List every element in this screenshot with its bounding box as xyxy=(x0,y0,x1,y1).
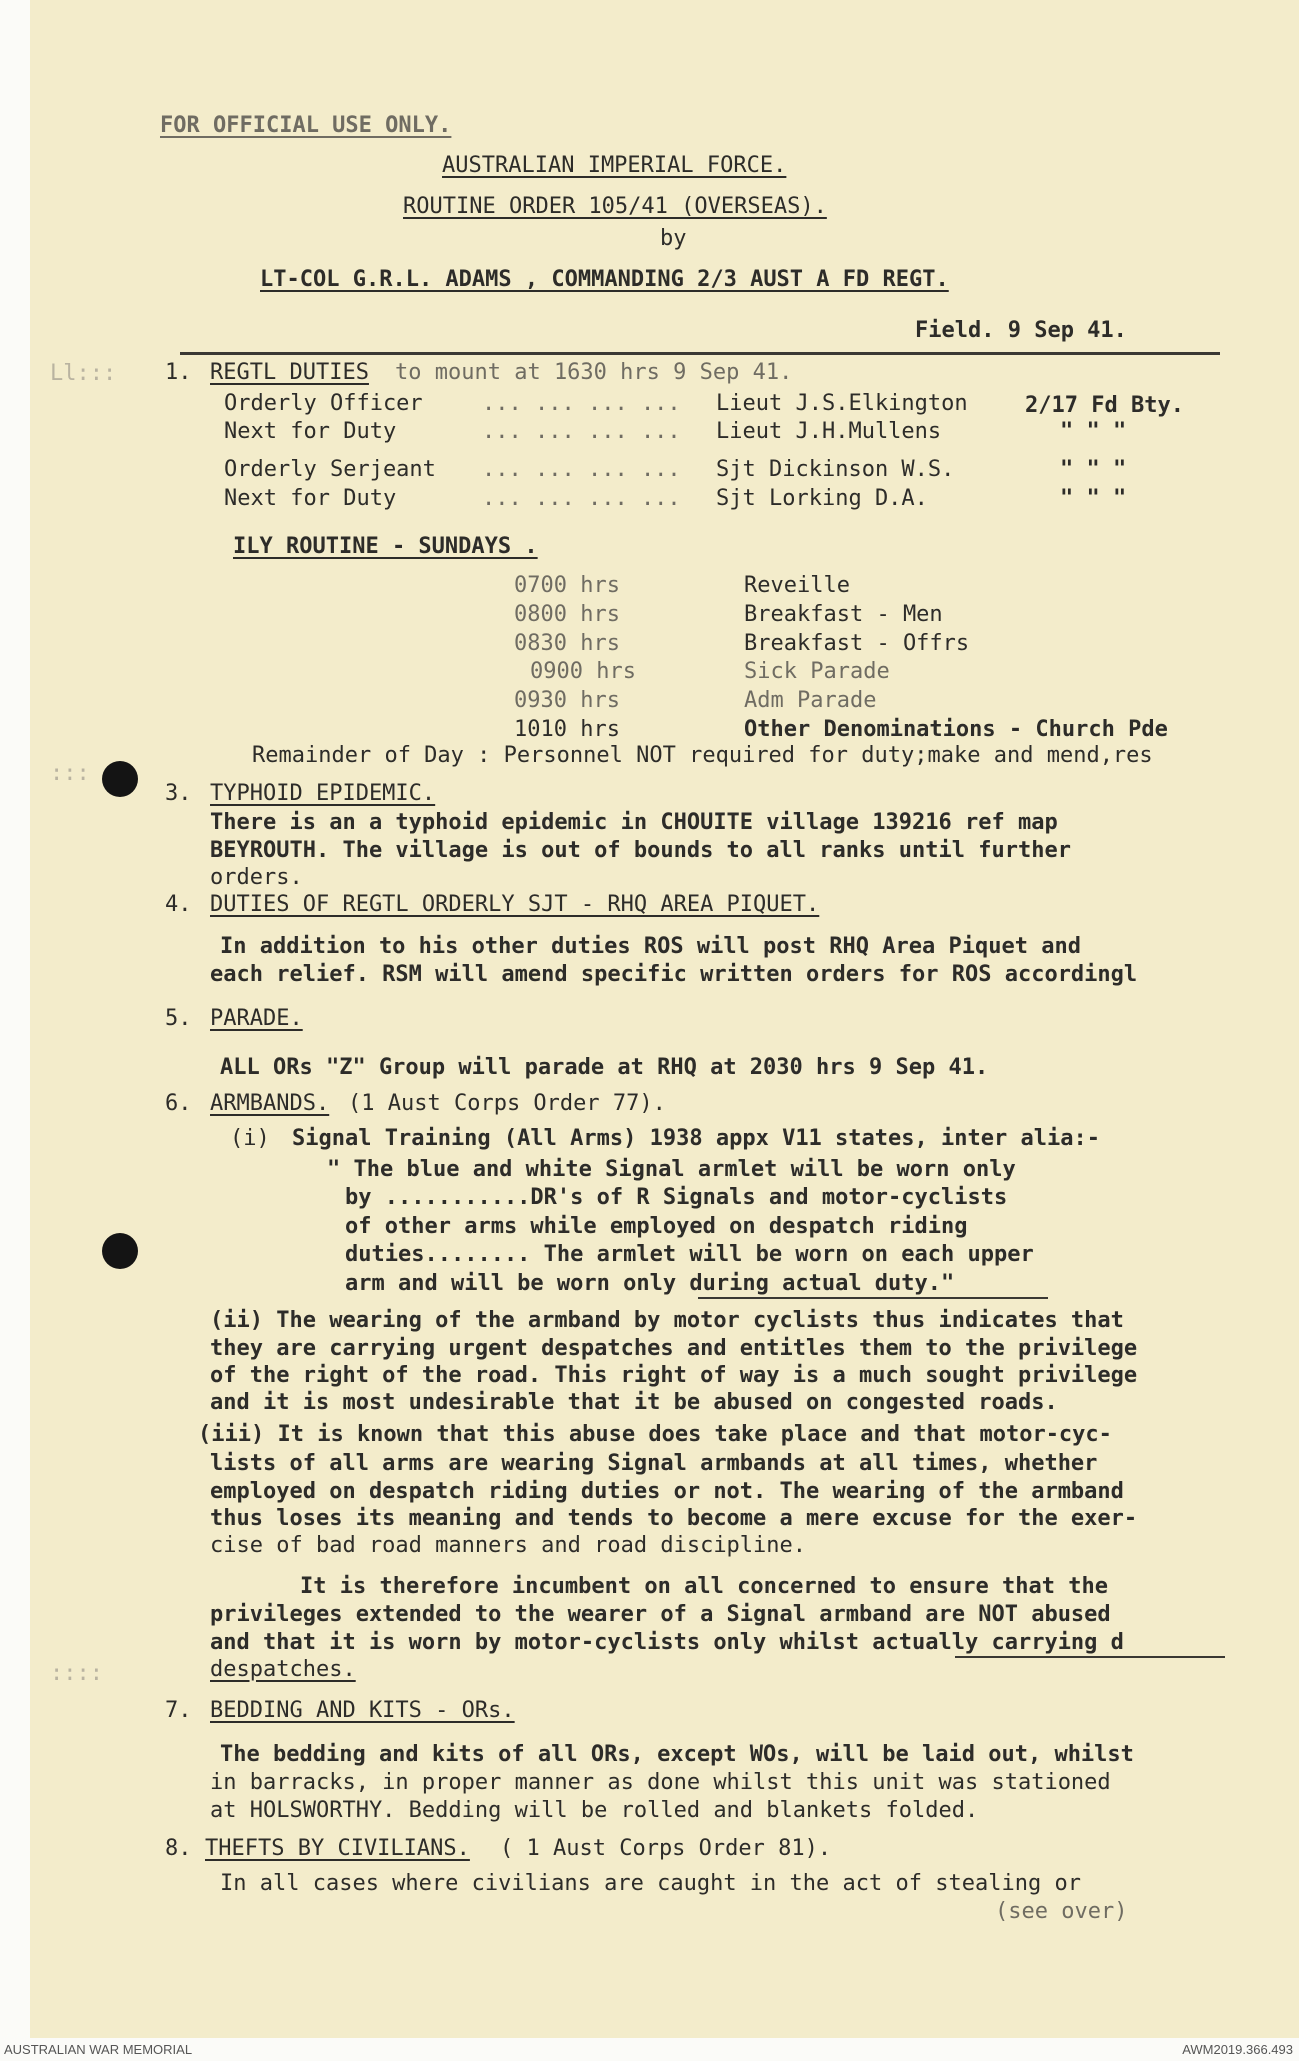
duty-unit: 2/17 Fd Bty. xyxy=(1025,393,1184,418)
section-7-line: The bedding and kits of all ORs, except WOs, will be laid out, whilst xyxy=(220,1742,1134,1767)
duty-name: Sjt Lorking D.A. xyxy=(716,486,928,511)
section-7-title: BEDDING AND KITS - ORs. xyxy=(210,1698,515,1723)
schedule-event: Other Denominations - Church Pde xyxy=(744,717,1168,742)
duty-unit: " " " xyxy=(1060,457,1127,482)
duty-dots: ... ... ... ... xyxy=(482,391,681,416)
schedule-time: 0800 hrs xyxy=(514,602,620,627)
schedule-event: Sick Parade xyxy=(744,659,890,684)
section-1-title: REGTL DUTIES xyxy=(210,360,369,385)
section-1-title-rest: to mount at 1630 hrs 9 Sep 41. xyxy=(395,360,793,385)
duty-unit: " " " xyxy=(1060,486,1127,511)
quote-line: of other arms while employed on despatch riding xyxy=(345,1214,968,1239)
duty-dots: ... ... ... ... xyxy=(482,457,681,482)
section-3-line: BEYROUTH. The village is out of bounds to all ranks until further xyxy=(210,838,1071,863)
punch-hole-top xyxy=(102,761,138,797)
sub-item-label: (i) xyxy=(230,1126,270,1151)
margin-bleed-mark: Ll::: xyxy=(50,361,117,386)
force-heading: AUSTRALIAN IMPERIAL FORCE. xyxy=(442,153,787,178)
section-7-number: 7. xyxy=(165,1698,192,1723)
section-7-line: at HOLSWORTHY. Bedding will be rolled and blankets folded. xyxy=(210,1798,979,1823)
margin-bleed-mark: ::: xyxy=(50,761,90,786)
section-5-number: 5. xyxy=(165,1006,192,1031)
section-3-title: TYPHOID EPIDEMIC. xyxy=(210,781,436,806)
section-5-line: ALL ORs "Z" Group will parade at RHQ at 2030 hrs 9 Sep 41. xyxy=(220,1055,989,1080)
paragraph-iii-line: (iii) It is known that this abuse does take place and that motor-cyc- xyxy=(198,1422,1112,1447)
section-3-line: orders. xyxy=(210,865,303,890)
paragraph-iii-line: employed on despatch riding duties or not. The wearing of the armband xyxy=(210,1479,1124,1504)
section-5-title: PARADE. xyxy=(210,1006,303,1031)
paragraph-ii-line: they are carrying urgent despatches and entitles them to the privilege xyxy=(210,1336,1138,1361)
archive-footer xyxy=(0,2038,1299,2061)
section-6-title: ARMBANDS. xyxy=(210,1091,330,1116)
schedule-event: Breakfast - Offrs xyxy=(744,631,970,656)
remainder-of-day: Remainder of Day : Personnel NOT required for duty;make and mend,res xyxy=(252,743,1153,768)
quote-line: arm and will be worn only during actual duty." xyxy=(345,1271,955,1296)
section-4-line: each relief. RSM will amend specific written orders for ROS accordingl xyxy=(210,962,1138,987)
duty-role: Orderly Officer xyxy=(224,391,423,416)
closing-line: despatches. xyxy=(210,1657,356,1682)
paragraph-ii-line: (ii) The wearing of the armband by motor cyclists thus indicates that xyxy=(210,1308,1124,1333)
section-4-number: 4. xyxy=(165,892,192,917)
duty-role: Next for Duty xyxy=(224,486,397,511)
duty-name: Lieut J.S.Elkington xyxy=(716,391,968,416)
schedule-time: 0900 hrs xyxy=(530,659,636,684)
section-4-line: In addition to his other duties ROS will post RHQ Area Piquet and xyxy=(220,934,1081,959)
header-rule xyxy=(180,352,1220,355)
duty-unit: " " " xyxy=(1060,419,1127,444)
duty-role: Next for Duty xyxy=(224,419,397,444)
stamp-line: FOR OFFICIAL USE ONLY. xyxy=(160,113,452,138)
sub-item-intro: Signal Training (All Arms) 1938 appx V11 states, inter alia:- xyxy=(292,1126,1100,1151)
paragraph-iii-line: cise of bad road manners and road discipline. xyxy=(210,1533,807,1558)
underline-actually-carrying xyxy=(955,1656,1225,1658)
schedule-event: Reveille xyxy=(744,573,850,598)
section-6-title-rest: (1 Aust Corps Order 77). xyxy=(348,1091,666,1116)
schedule-time: 0830 hrs xyxy=(514,631,620,656)
schedule-time: 1010 hrs xyxy=(514,717,620,742)
section-8-line: In all cases where civilians are caught in the act of stealing or xyxy=(220,1871,1081,1896)
duty-name: Sjt Dickinson W.S. xyxy=(716,457,955,482)
section-4-title: DUTIES OF REGTL ORDERLY SJT - RHQ AREA PIQUET. xyxy=(210,892,820,917)
schedule-time: 0930 hrs xyxy=(514,688,620,713)
see-over-note: (see over) xyxy=(995,1899,1128,1924)
section-1-number: 1. xyxy=(165,360,192,385)
duty-name: Lieut J.H.Mullens xyxy=(716,419,942,444)
place-date: Field. 9 Sep 41. xyxy=(915,318,1127,343)
punch-hole-bottom xyxy=(102,1233,138,1269)
schedule-event: Breakfast - Men xyxy=(744,602,943,627)
section-3-line: There is an a typhoid epidemic in CHOUITE village 139216 ref map xyxy=(210,810,1058,835)
footer-id: AWM2019.366.493 xyxy=(1182,2042,1293,2057)
underline-actual-duty xyxy=(698,1297,1048,1299)
by-line: by xyxy=(660,226,687,251)
section-8-number: 8. xyxy=(165,1836,192,1861)
quote-line: " The blue and white Signal armlet will be worn only xyxy=(327,1157,1016,1182)
document-page xyxy=(30,0,1299,2038)
commander-line: LT-COL G.R.L. ADAMS , COMMANDING 2/3 AUST A FD REGT. xyxy=(260,267,949,292)
section-8-title-rest: ( 1 Aust Corps Order 81). xyxy=(500,1836,832,1861)
paragraph-ii-line: of the right of the road. This right of way is a much sought privilege xyxy=(210,1363,1138,1388)
schedule-event: Adm Parade xyxy=(744,688,877,713)
closing-line: privileges extended to the wearer of a Signal armband are NOT abused xyxy=(210,1602,1111,1627)
section-8-title: THEFTS BY CIVILIANS. xyxy=(205,1836,470,1861)
closing-line: It is therefore incumbent on all concerned to ensure that the xyxy=(300,1574,1108,1599)
margin-bleed-mark: :::: xyxy=(50,1661,103,1686)
order-heading: ROUTINE ORDER 105/41 (OVERSEAS). xyxy=(403,194,827,219)
duty-role: Orderly Serjeant xyxy=(224,457,436,482)
quote-line: by ...........DR's of R Signals and motor-cyclists xyxy=(345,1185,1008,1210)
duty-dots: ... ... ... ... xyxy=(482,419,681,444)
paragraph-iii-line: lists of all arms are wearing Signal armbands at all times, whether xyxy=(210,1451,1098,1476)
section-3-number: 3. xyxy=(165,781,192,806)
schedule-time: 0700 hrs xyxy=(514,573,620,598)
footer-source: AUSTRALIAN WAR MEMORIAL xyxy=(4,2042,193,2057)
closing-line: and that it is worn by motor-cyclists only whilst actually carrying d xyxy=(210,1630,1124,1655)
section-6-number: 6. xyxy=(165,1091,192,1116)
section-7-line: in barracks, in proper manner as done whilst this unit was stationed xyxy=(210,1770,1111,1795)
paragraph-ii-line: and it is most undesirable that it be abused on congested roads. xyxy=(210,1390,1058,1415)
section-2-title: ILY ROUTINE - SUNDAYS . xyxy=(233,534,538,559)
paragraph-iii-line: thus loses its meaning and tends to become a mere excuse for the exer- xyxy=(210,1506,1138,1531)
quote-line: duties........ The armlet will be worn on each upper xyxy=(345,1242,1034,1267)
duty-dots: ... ... ... ... xyxy=(482,486,681,511)
